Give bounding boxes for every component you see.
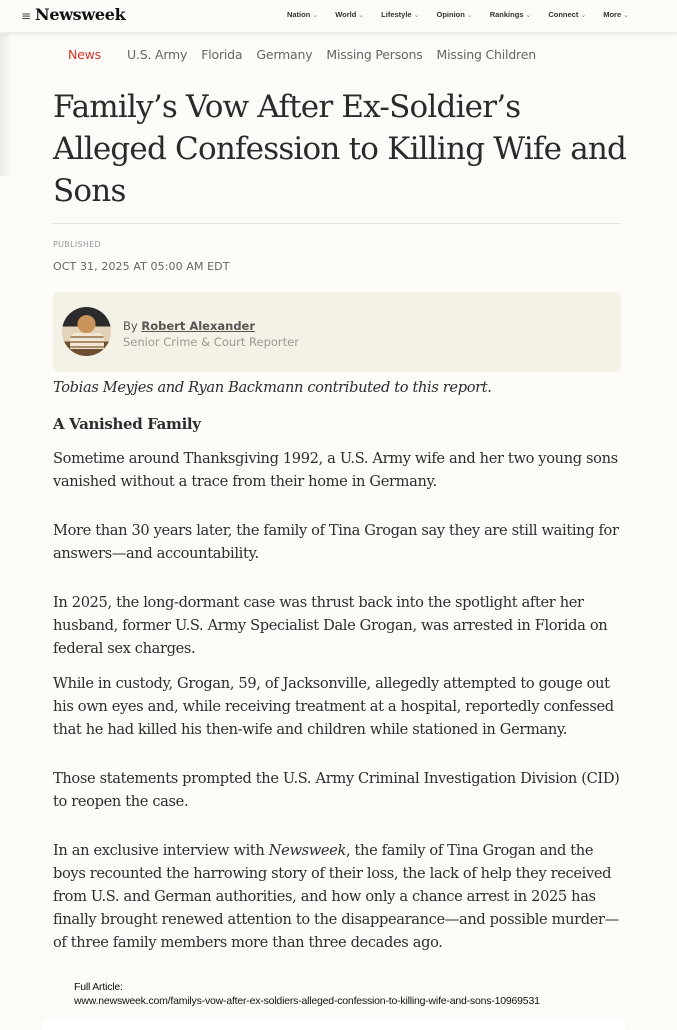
topic-tags: [68, 47, 550, 62]
chevron-down-icon: ⌄: [413, 12, 420, 19]
nav-label: Rankings: [489, 10, 524, 19]
nav-item-lifestyle[interactable]: [381, 10, 419, 19]
full-article-url[interactable]: www.newsweek.com/familys-vow-after-ex-soldiers-alleged-confession-to-killing-wife-and-sons-10969531: [74, 994, 540, 1007]
nav-item-world[interactable]: [335, 10, 364, 19]
tag-germany[interactable]: Germany: [256, 47, 313, 62]
author-name-link[interactable]: Robert Alexander: [141, 319, 256, 333]
avatar-sweater: [70, 333, 104, 349]
tag-us-army[interactable]: U.S. Army: [126, 47, 188, 62]
nav-label: Nation: [286, 10, 311, 19]
publication-name: Newsweek: [268, 842, 346, 859]
paragraph: More than 30 years later, the family of Tina Grogan say they are still waiting for answers—and accountability.: [53, 522, 619, 562]
full-article-note: [74, 981, 540, 1008]
author-avatar[interactable]: [62, 307, 111, 356]
top-navigation-bar: [0, 0, 677, 33]
chevron-down-icon: ⌄: [623, 12, 629, 19]
nav-item-rankings[interactable]: [490, 10, 532, 19]
nav-item-nation[interactable]: [287, 10, 318, 19]
chevron-down-icon: ⌄: [466, 12, 473, 19]
byline: [123, 319, 255, 333]
paragraph: While in custody, Grogan, 59, of Jacksonville, allegedly attempted to gouge out his own eyes and, while receiving treatment at a hospital, reportedly confessed that he had killed his then-wife and children while stationed in Germany.: [53, 675, 614, 738]
tag-missing-persons[interactable]: Missing Persons: [326, 47, 423, 62]
nav-item-connect[interactable]: [548, 10, 586, 19]
paragraph-text: In an exclusive interview with: [53, 842, 269, 859]
section-heading: A Vanished Family: [53, 415, 201, 433]
chevron-down-icon: ⌄: [358, 12, 365, 19]
chevron-down-icon: ⌄: [580, 12, 587, 19]
paragraph: Those statements prompted the U.S. Army Criminal Investigation Division (CID) to reopen the case.: [53, 770, 620, 810]
newsweek-logo[interactable]: Newsweek: [35, 5, 126, 24]
left-edge-shadow: [0, 34, 12, 176]
nav-label: Opinion: [436, 10, 465, 19]
nav-label: Connect: [548, 10, 579, 19]
footer-panel: [43, 1019, 625, 1030]
nav-item-more[interactable]: [603, 10, 629, 19]
author-card: [53, 292, 621, 372]
tag-news[interactable]: News: [68, 47, 101, 62]
nav-label: More: [603, 10, 622, 19]
paragraph: In 2025, the long-dormant case was thrust back into the spotlight after her husband, former U.S. Army Specialist Dale Grogan, was arrested in Florida on federal sex charges.: [53, 594, 608, 657]
main-nav: [270, 10, 629, 19]
paragraph: Sometime around Thanksgiving 1992, a U.S. Army wife and her two young sons vanished without a trace from their home in Germany.: [53, 450, 618, 490]
byline-prefix: By: [123, 319, 138, 333]
contributors-note: Tobias Meyjes and Ryan Backmann contributed to this report.: [53, 379, 492, 396]
nav-label: World: [335, 10, 357, 19]
paragraph: [53, 839, 625, 954]
published-date: OCT 31, 2025 AT 05:00 AM EDT: [53, 260, 230, 273]
nav-item-opinion[interactable]: [436, 10, 472, 19]
published-label: PUBLISHED: [53, 240, 101, 249]
chevron-down-icon: ⌄: [312, 12, 319, 19]
article-body: [53, 376, 625, 954]
article-title: Family’s Vow After Ex-Soldier’s Alleged Confession to Killing Wife and Sons: [53, 89, 627, 209]
nav-label: Lifestyle: [381, 10, 412, 19]
title-divider: [53, 223, 621, 224]
tag-florida[interactable]: Florida: [201, 47, 243, 62]
author-role: Senior Crime & Court Reporter: [123, 335, 299, 349]
full-article-label: Full Article:: [74, 981, 123, 993]
paragraph-text: , the family of Tina Grogan and the boys recounted the harrowing story of their loss, the lack of help they received from U.S. and German authorities, and how only a chance arrest in 2025 has finally brought renewed attention to the disappearance—and possible murder—of three family members more than three decades ago.: [53, 842, 619, 951]
hamburger-menu-icon[interactable]: ≡: [21, 9, 32, 23]
chevron-down-icon: ⌄: [525, 12, 532, 19]
tag-missing-children[interactable]: Missing Children: [436, 47, 536, 62]
